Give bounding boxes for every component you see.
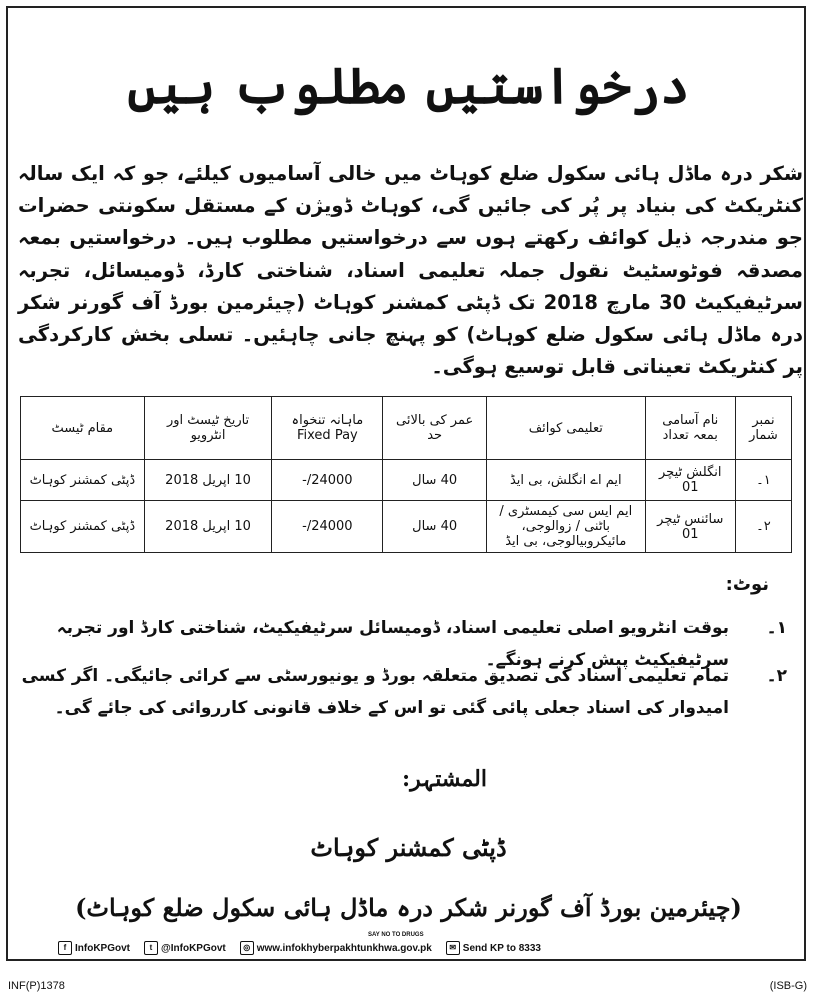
facebook-handle: InfoKPGovt xyxy=(75,942,130,954)
cell-post: انگلش ٹیچر 01 xyxy=(645,460,735,501)
header-serial: نمبر شمار xyxy=(735,397,791,460)
cell-post: سائنس ٹیچر 01 xyxy=(645,501,735,553)
cell-date: 10 اپریل 2018 xyxy=(144,501,272,553)
ad-heading: درخواستیں مطلوب ہیں xyxy=(127,56,690,115)
cell-age: 40 سال xyxy=(383,460,487,501)
cell-qualification: ایم اے انگلش، بی ایڈ xyxy=(486,460,645,501)
table-row xyxy=(21,460,792,501)
note-text: تمام تعلیمی اسناد کی تصدیق متعلقہ بورڈ و یونیورسٹی سے کرائی جائیگی۔ اگر کسی امیدوار کی اسناد جعلی پائی گئی تو اس کے خلاف قانونی کارروائی کی جائے گی۔ xyxy=(21,666,729,719)
cell-qualification: ایم ایس سی کیمسٹری / باٹنی / زوالوجی، مائیکروبیالوجی، بی ایڈ xyxy=(486,501,645,553)
note-text: بوقت انٹرویو اصلی تعلیمی اسناد، ڈومیسائل سرٹیفیکیٹ، شناختی کارڈ اور تجربہ سرٹیفیکیٹ پیش کرنے ہونگے۔ xyxy=(56,618,729,671)
header-post: نام آسامی بمعہ تعداد xyxy=(645,397,735,460)
table-row xyxy=(21,501,792,553)
cell-serial: ۱۔ xyxy=(735,460,791,501)
table-header-row xyxy=(21,397,792,460)
note-item xyxy=(20,660,787,725)
twitter-handle: @InfoKPGovt xyxy=(161,942,226,954)
website-url: www.infokhyberpakhtunkhwa.gov.pk xyxy=(256,942,432,954)
slogan-text: SAY NO TO DRUGS xyxy=(368,932,424,938)
ad-body-text: شکر درہ ماڈل ہائی سکول ضلع کوہاٹ میں خالی آسامیوں کیلئے، جو کہ ایک سالہ کنٹریکٹ کی بنیاد پر پُر کی جائیں گی، کوہاٹ ڈویژن کے مستقل سکونتی حضرات جو مندرجہ ذیل کوائف رکھتے ہوں سے درخواستیں مطلوب ہیں۔ درخواستیں بمعہ مصدقہ فوٹوسٹیٹ نقول جملہ تعلیمی اسناد، شناختی کارڈ، ڈومیسائل، تجربہ سرٹیفیکیٹ 30 مارچ 2018 تک ڈپٹی کمشنر کوہاٹ (چیئرمین بورڈ آف گورنر شکر درہ ماڈل ہائی سکول ضلع کوہاٹ) کو پہنچ جانی چاہئیں۔ تسلی بخش کارکردگی پر کنٹریکٹ تعیناتی قابل توسیع ہوگی۔ xyxy=(18,162,803,379)
footer-bar xyxy=(58,932,788,956)
region-code: (ISB-G) xyxy=(769,980,807,992)
cell-place: ڈپٹی کمشنر کوہاٹ xyxy=(21,460,145,501)
advertiser-label: المشتہر: xyxy=(402,766,487,792)
twitter-icon: t xyxy=(144,941,158,955)
signatory: ڈپٹی کمشنر کوہاٹ xyxy=(310,833,507,862)
notes-title: نوٹ: xyxy=(725,574,769,595)
sms-icon: ✉ xyxy=(446,941,460,955)
note-number: ۲۔ xyxy=(766,666,787,686)
sms-text: Send KP to 8333 xyxy=(462,942,541,954)
reference-code: INF(P)1378 xyxy=(8,980,65,992)
header-qualification: تعلیمی کوائف xyxy=(486,397,645,460)
cell-serial: ۲۔ xyxy=(735,501,791,553)
cell-pay: 24000/- xyxy=(272,460,383,501)
header-pay: ماہانہ تنخواہ Fixed Pay xyxy=(272,397,383,460)
facebook-icon: f xyxy=(58,941,72,955)
header-age: عمر کی بالائی حد xyxy=(383,397,487,460)
cell-pay: 24000/- xyxy=(272,501,383,553)
footer-twitter[interactable] xyxy=(144,941,226,955)
cell-date: 10 اپریل 2018 xyxy=(144,460,272,501)
signatory-title: (چیئرمین بورڈ آف گورنر شکر درہ ماڈل ہائی سکول ضلع کوہاٹ) xyxy=(75,893,742,922)
footer-website[interactable] xyxy=(240,941,432,955)
cell-age: 40 سال xyxy=(383,501,487,553)
posts-table xyxy=(20,396,792,553)
header-place: مقام ٹیسٹ xyxy=(21,397,145,460)
header-date: تاریخ ٹیسٹ اور انٹرویو xyxy=(144,397,272,460)
cell-place: ڈپٹی کمشنر کوہاٹ xyxy=(21,501,145,553)
footer-facebook[interactable] xyxy=(58,941,130,955)
footer-sms[interactable] xyxy=(446,941,541,955)
globe-icon: ◎ xyxy=(240,941,254,955)
note-number: ۱۔ xyxy=(766,618,787,638)
